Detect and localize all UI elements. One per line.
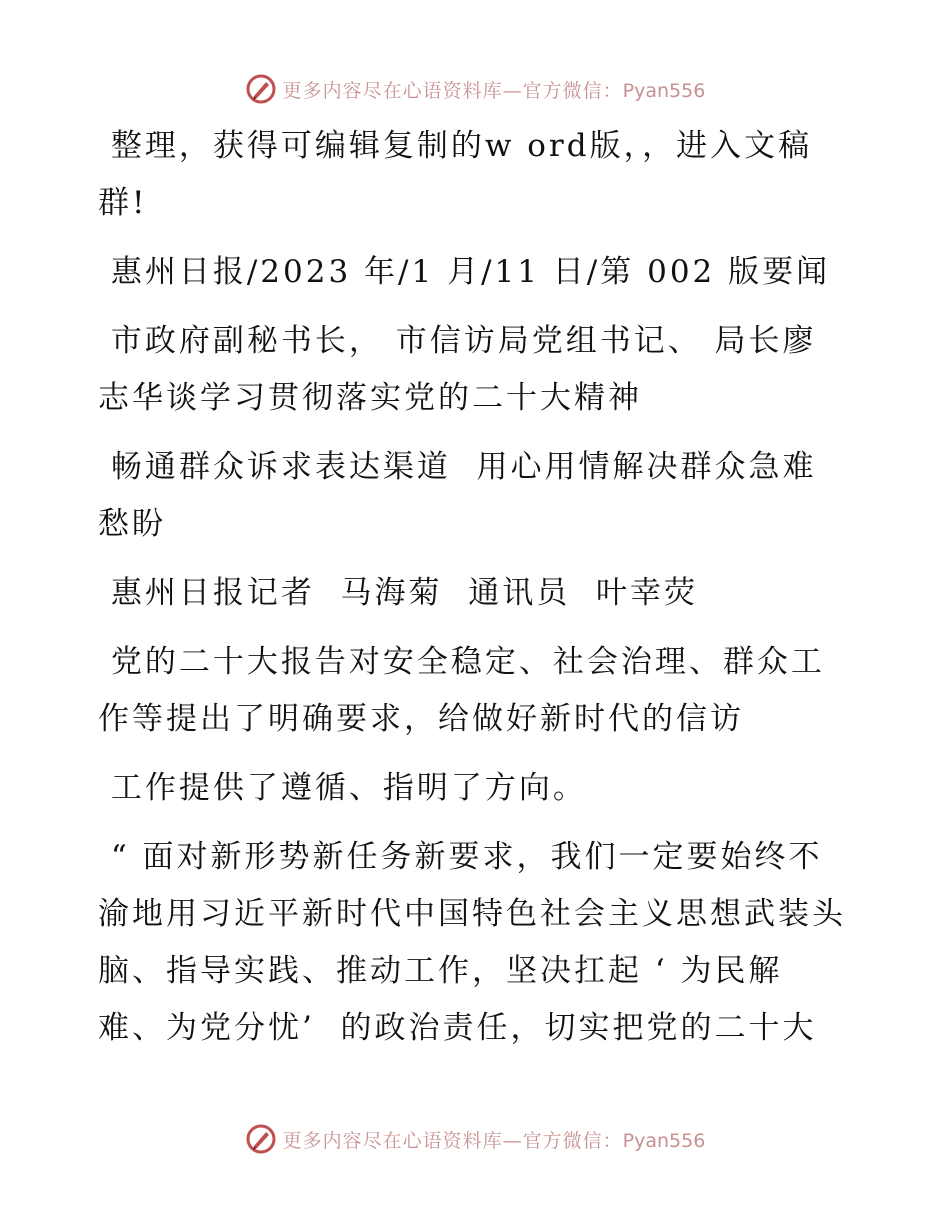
text-line: 愁盼 [98, 506, 166, 542]
watermark-wechat-id: Pyan556 [622, 79, 706, 102]
document-body [98, 118, 858, 1057]
text-line: 整理，获得可编辑复制的w ord版，，进入文稿 [98, 128, 813, 164]
text-line: “ 面对新形势新任务新要求，我们一定要始终不 [98, 839, 823, 875]
paragraph [98, 634, 858, 748]
text-line: 畅通群众诉求表达渠道 用心用情解决群众急难 [98, 449, 817, 485]
watermark-banner-bottom [0, 1122, 950, 1156]
text-line: 脑、指导实践、推动工作，坚决扛起 ‘ 为民解 [98, 953, 783, 989]
text-line: 工作提供了遵循、指明了方向。 [98, 770, 587, 806]
text-line: 渝地用习近平新时代中国特色社会主义思想武装头 [98, 896, 846, 932]
paragraph [98, 760, 858, 817]
text-line: 党的二十大报告对安全稳定、社会治理、群众工 [98, 644, 825, 680]
pen-circle-logo-icon [245, 73, 277, 105]
text-line: 难、为党分忧’ 的政治责任，切实把党的二十大 [98, 1010, 817, 1046]
paragraph [98, 565, 858, 622]
text-line: 群! [98, 185, 148, 221]
paragraph [98, 439, 858, 553]
watermark-banner-top [0, 72, 950, 106]
text-line: 惠州日报/2023 年/1 月/11 日/第 002 版要闻 [98, 254, 831, 290]
watermark-text: 更多内容尽在心语资料库—官方微信：Pyan556 [282, 1129, 706, 1152]
watermark-wechat-id: Pyan556 [622, 1129, 706, 1152]
watermark-text: 更多内容尽在心语资料库—官方微信：Pyan556 [282, 79, 706, 102]
paragraph [98, 244, 858, 301]
paragraph [98, 118, 858, 232]
text-line: 作等提出了明确要求，给做好新时代的信访 [98, 701, 744, 737]
pen-circle-logo-icon [245, 1123, 277, 1155]
paragraph [98, 829, 858, 1057]
text-line: 志华谈学习贯彻落实党的二十大精神 [98, 380, 642, 416]
text-line: 惠州日报记者 马海菊 通讯员 叶幸荧 [98, 575, 698, 611]
text-line: 市政府副秘书长， 市信访局党组书记、 局长廖 [98, 323, 817, 359]
paragraph [98, 313, 858, 427]
